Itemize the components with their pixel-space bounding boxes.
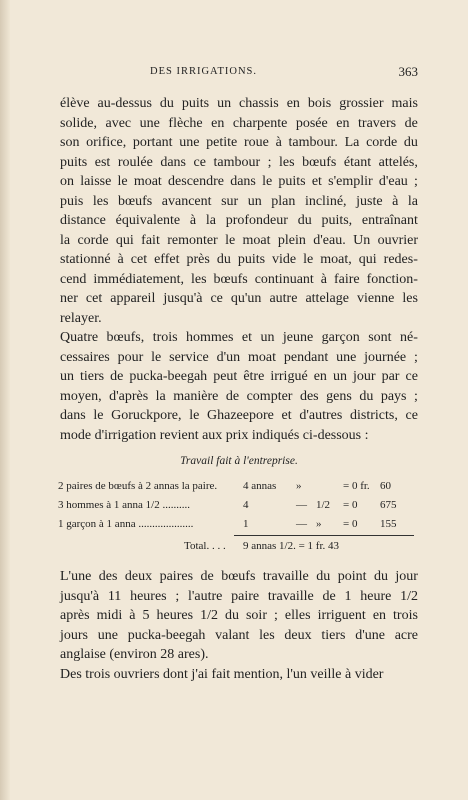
row-quantity: 4 annas	[243, 480, 277, 492]
row-equals: = 0	[343, 499, 358, 511]
table-row	[58, 496, 418, 515]
text-line: son orifice, portant une petite roue à tambour. La corde du	[60, 135, 418, 150]
body-text-bottom	[60, 567, 418, 684]
paragraph-1	[60, 94, 418, 328]
row-value: 155	[380, 518, 397, 530]
text-line: la corde qui fait remonter le moat plein d'eau. Un ouvrier	[60, 232, 418, 248]
text-line: Des trois ouvriers dont j'ai fait mention, l'un veille à vider	[60, 666, 384, 682]
running-title: DES IRRIGATIONS.	[150, 66, 258, 77]
row-separator: —	[296, 499, 307, 511]
text-line: après midi à 5 heures 1/2 du soir ; elles irriguent en trois	[60, 608, 418, 623]
page-number: 363	[398, 64, 418, 79]
row-quantity: 1	[243, 518, 249, 530]
text-line: mode d'irrigation revient aux prix indiqués ci-dessous :	[60, 427, 369, 443]
text-line: jusqu'à 11 heures ; l'autre paire travaille de 1 heure 1/2	[60, 588, 418, 604]
text-line: puis les bœufs avancent sur un plan incliné, juste à la	[60, 193, 418, 209]
paragraph-4	[60, 665, 418, 685]
text-line: dans le Goruckpore, le Ghazeepore et d'autres districts, ce	[60, 408, 418, 423]
text-line: anglaise (environ 28 ares).	[60, 647, 209, 662]
text-line: cend immédiatement, les bœufs continuant à faire fonction-	[60, 271, 418, 287]
row-fraction: 1/2	[316, 499, 331, 511]
total-value: 9 annas 1/2. = 1 fr. 43	[243, 540, 340, 552]
page-header	[60, 64, 418, 84]
paragraph-3	[60, 567, 418, 665]
table-title: Travail fait à l'entreprise.	[180, 455, 298, 467]
row-description: 1 garçon à 1 anna ....................	[58, 518, 194, 530]
total-label: Total. . . .	[184, 540, 226, 552]
text-line: L'une des deux paires de bœufs travaille du point du jour	[60, 569, 418, 584]
row-value: 60	[380, 480, 391, 492]
row-description: 3 hommes à 1 anna 1/2 ..........	[58, 499, 190, 511]
page-gutter	[0, 0, 10, 800]
text-line: cessaires pour le service d'un moat pendant une journée ;	[60, 349, 418, 365]
row-separator: —	[296, 518, 307, 530]
text-line: relayer.	[60, 310, 102, 326]
total-rule	[234, 535, 414, 536]
text-line: élève au-dessus du puits un chassis en bois grossier mais	[60, 96, 418, 111]
row-quantity: 4	[243, 499, 249, 511]
body-text-top	[60, 94, 418, 445]
paragraph-2	[60, 328, 418, 445]
table-row	[58, 477, 418, 496]
text-line: un tiers de pucka-beegah peut être irrigué en un jour par ce	[60, 369, 418, 384]
text-line: moyen, d'après la manière de compter des gens du pays ;	[60, 388, 418, 404]
text-line: ner cet appareil jusqu'à ce qu'un autre attelage vienne les	[60, 291, 418, 306]
row-equals: = 0	[343, 518, 358, 530]
text-line: distance équivalente à la profondeur du puits, entraînant	[60, 213, 418, 228]
table-row	[58, 515, 418, 534]
row-description: 2 paires de bœufs à 2 annas la paire.	[58, 480, 218, 492]
text-line: solide, avec une flèche en charpente posée en travers de	[60, 115, 418, 131]
row-value: 675	[380, 499, 397, 511]
row-fraction: »	[316, 518, 322, 530]
text-line: jours une pucka-beegah valant les deux tiers d'une acre	[60, 627, 418, 643]
text-line: Quatre bœufs, trois hommes et un jeune garçon sont né-	[60, 330, 418, 345]
cost-table	[58, 477, 418, 534]
text-line: puits est roulée dans ce tambour ; les bœufs étant attelés,	[60, 154, 418, 170]
text-line: on laisse le moat descendre dans le puits et s'emplir d'eau ;	[60, 174, 418, 189]
text-line: stationné à cet effet près du puits vide le moat, qui redes-	[60, 252, 418, 267]
row-separator: »	[296, 480, 302, 492]
row-equals: = 0 fr.	[343, 480, 370, 492]
